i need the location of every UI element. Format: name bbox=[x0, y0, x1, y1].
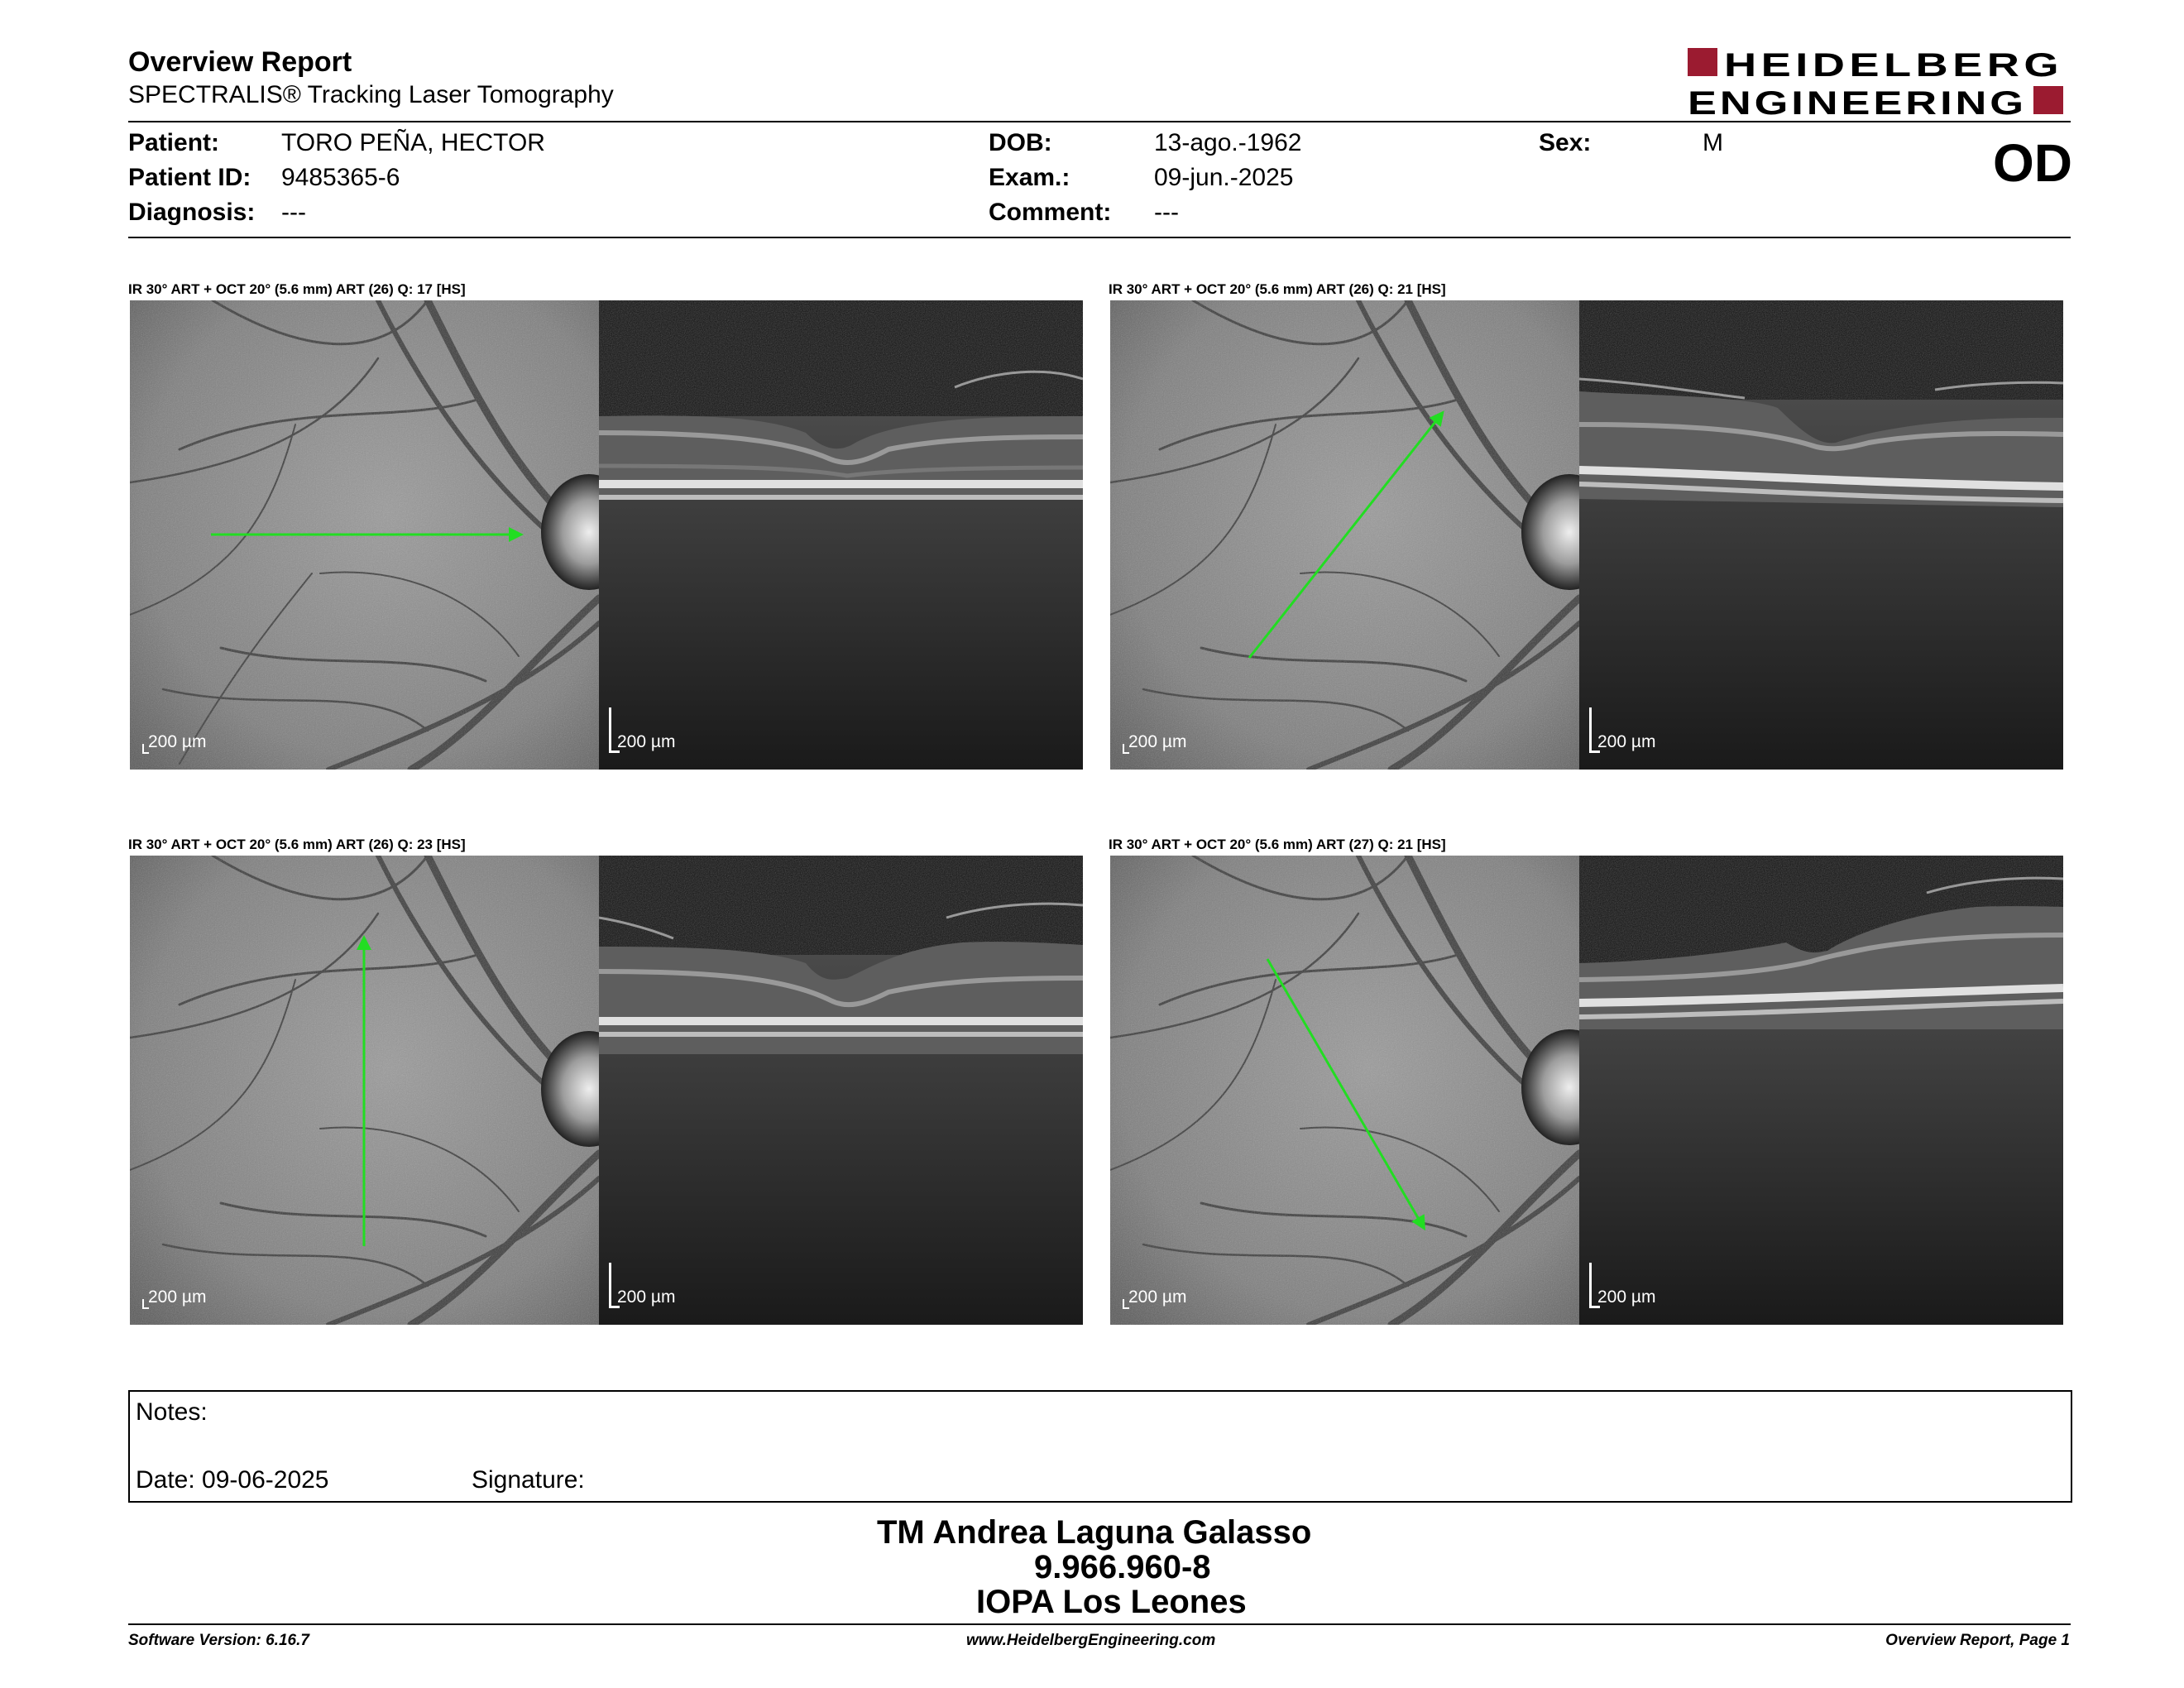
patient-name: TORO PEÑA, HECTOR bbox=[281, 129, 545, 156]
patient-rule bbox=[128, 237, 2071, 238]
oct-scale-bar-4: 200 µm bbox=[1597, 1288, 1656, 1307]
logo-text-2: ENGINEERING bbox=[1688, 85, 2027, 119]
software-version: Software Version: 6.16.7 bbox=[128, 1632, 309, 1649]
header-rule bbox=[128, 121, 2071, 122]
report-subtitle: SPECTRALIS® Tracking Laser Tomography bbox=[128, 81, 614, 108]
signer-name: TM Andrea Laguna Galasso bbox=[877, 1514, 1312, 1551]
heidelberg-logo bbox=[1688, 45, 2068, 119]
oct-scale-bar-2: 200 µm bbox=[1597, 732, 1656, 751]
comment-label: Comment: bbox=[989, 199, 1112, 226]
scan-caption-2: IR 30° ART + OCT 20° (5.6 mm) ART (26) Q: 21 [HS] bbox=[1109, 281, 1446, 297]
oct-bscan-image-4 bbox=[1579, 856, 2063, 1325]
notes-box bbox=[128, 1390, 2072, 1503]
comment-value: --- bbox=[1154, 199, 1179, 226]
ir-scale-bar-1: 200 µm bbox=[148, 732, 207, 751]
report-title: Overview Report bbox=[128, 46, 352, 78]
signature-label: Signature: bbox=[472, 1466, 585, 1494]
ir-fundus-image-2 bbox=[1110, 300, 1579, 770]
ir-scale-bar-3: 200 µm bbox=[148, 1288, 207, 1307]
ir-fundus-image-1 bbox=[130, 300, 599, 770]
oct-scale-bar-3: 200 µm bbox=[617, 1288, 676, 1307]
diagnosis-value: --- bbox=[281, 199, 306, 226]
ir-scale-bar-4: 200 µm bbox=[1128, 1288, 1187, 1307]
patient-id-label: Patient ID: bbox=[128, 164, 251, 191]
website-link[interactable]: www.HeidelbergEngineering.com bbox=[966, 1632, 1216, 1649]
oct-bscan-image-3 bbox=[599, 856, 1083, 1325]
scan-caption-3: IR 30° ART + OCT 20° (5.6 mm) ART (26) Q: 23 [HS] bbox=[128, 837, 466, 852]
scan-caption-4: IR 30° ART + OCT 20° (5.6 mm) ART (27) Q: 21 [HS] bbox=[1109, 837, 1446, 852]
oct-scale-bar-1: 200 µm bbox=[617, 732, 676, 751]
signer-id: 9.966.960-8 bbox=[1034, 1549, 1211, 1585]
oct-bscan-image-1 bbox=[599, 300, 1083, 770]
sex-value: M bbox=[1703, 129, 1723, 156]
signer-institution: IOPA Los Leones bbox=[976, 1584, 1247, 1620]
footer-rule bbox=[128, 1623, 2071, 1625]
notes-label: Notes: bbox=[136, 1398, 208, 1426]
dob-value: 13-ago.-1962 bbox=[1154, 129, 1302, 156]
ir-fundus-image-4 bbox=[1110, 856, 1579, 1325]
page-number: Overview Report, Page 1 bbox=[1885, 1632, 2070, 1649]
diagnosis-label: Diagnosis: bbox=[128, 199, 256, 226]
eye-indicator: OD bbox=[1993, 133, 2072, 193]
scan-caption-1: IR 30° ART + OCT 20° (5.6 mm) ART (26) Q: 17 [HS] bbox=[128, 281, 466, 297]
dob-label: DOB: bbox=[989, 129, 1052, 156]
exam-label: Exam.: bbox=[989, 164, 1070, 191]
patient-id: 9485365-6 bbox=[281, 164, 400, 191]
patient-label: Patient: bbox=[128, 129, 220, 156]
date-label: Date: 09-06-2025 bbox=[136, 1466, 329, 1494]
logo-text-1: HEIDELBERG bbox=[1724, 47, 2063, 84]
ir-scale-bar-2: 200 µm bbox=[1128, 732, 1187, 751]
ir-fundus-image-3 bbox=[130, 856, 599, 1325]
sex-label: Sex: bbox=[1539, 129, 1592, 156]
exam-value: 09-jun.-2025 bbox=[1154, 164, 1294, 191]
oct-bscan-image-2 bbox=[1579, 300, 2063, 770]
